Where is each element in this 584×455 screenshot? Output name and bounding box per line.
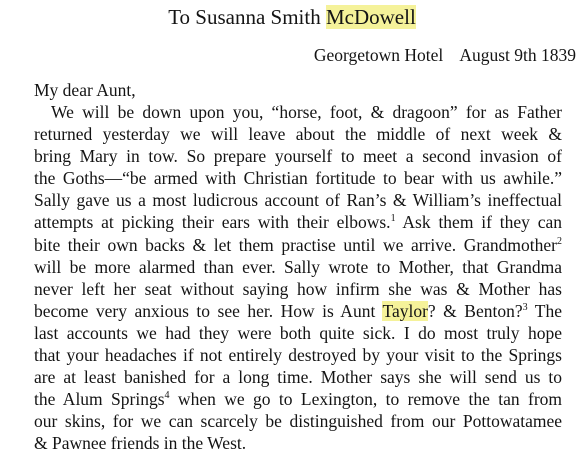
body-line: that your headaches if not entirely destroyed by your visit to the Springs xyxy=(34,345,562,366)
dateline-date: August 9th 1839 xyxy=(459,45,576,65)
body-line: Sally gave us a most ludicrous account of Ran’s & William’s ineffectual xyxy=(34,190,562,211)
body-line: bring Mary in tow. So prepare yourself to meet a second invasion of xyxy=(34,146,562,167)
body-line: never left her seat without saying how infirm she was & Mother has xyxy=(34,278,562,299)
footnote-marker: 3 xyxy=(522,301,528,313)
body-line: our skins, for we can scarcely be distinguished from our Pottowatamee xyxy=(34,411,562,432)
body-line: will be more alarmed than ever. Sally wrote to Mother, that Grandma xyxy=(34,256,562,277)
body-line: bite their own backs & let them practise until we arrive. Grandmother$^2$ xyxy=(34,234,562,255)
body-line: the Alum Springs$^4$ when we go to Lexington, to remove the tan from xyxy=(34,389,563,410)
dateline xyxy=(314,43,576,67)
footnote-marker: 2 xyxy=(557,235,562,247)
body-line: the Goths—“be armed with Christian fortitude to bear with us awhile.” xyxy=(34,168,562,189)
title-prefix: To Susanna Smith xyxy=(168,5,326,29)
footnote-marker: 4 xyxy=(164,390,170,402)
body-line: are at least banished for a long time. Mother says she will send us to xyxy=(34,367,562,388)
body-line: attempts at picking their ears with their elbows.$^1$ Ask them if they can xyxy=(34,212,563,233)
salutation: My dear Aunt, xyxy=(34,80,136,100)
title-highlighted-name: McDowell xyxy=(325,5,416,29)
dateline-place: Georgetown Hotel xyxy=(313,45,444,65)
body-line: last accounts we had they were both quite sick. I do most truly hope xyxy=(34,322,562,343)
body-line: become very anxious to see her. How is Aunt Taylor? & Benton?$^3$ The xyxy=(34,300,563,321)
body-line: & Pawnee friends in the West. xyxy=(34,433,247,454)
highlighted-name: Taylor xyxy=(382,300,428,321)
letter-body xyxy=(34,101,562,455)
body-line: We will be down upon you, “horse, foot, & dragoon” for as Father xyxy=(51,102,562,122)
footnote-marker: 1 xyxy=(390,213,396,225)
body-line: returned yesterday we will leave about the middle of next week & xyxy=(34,124,562,145)
letter-title xyxy=(0,3,584,31)
